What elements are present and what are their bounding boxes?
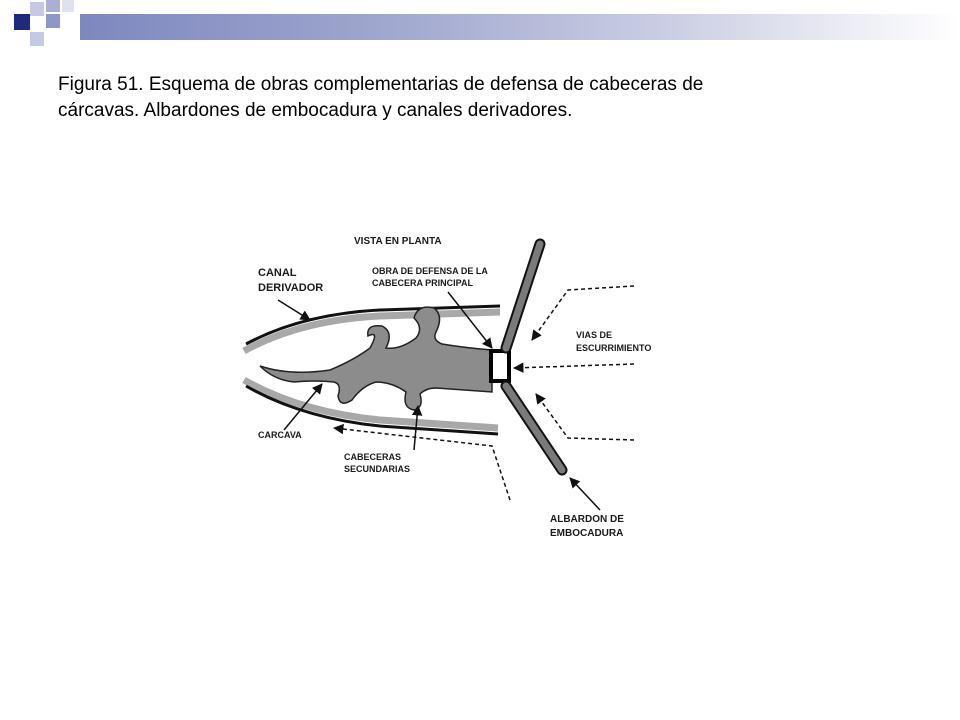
caption-line-2: cárcavas. Albardones de embocadura y canales derivadores. <box>58 100 573 121</box>
label-cabeceras-1: CABECERAS <box>344 452 402 462</box>
decor-square-mid <box>46 14 60 28</box>
label-obra-2: CABECERA PRINCIPAL <box>372 278 474 288</box>
label-vias-2: ESCURRIMIENTO <box>576 343 652 353</box>
header-gradient-bar <box>80 14 960 40</box>
leader-obra <box>448 292 492 348</box>
label-albardon-1: ALBARDON DE <box>550 514 624 525</box>
gully-defense-diagram <box>230 220 670 550</box>
leader-albardon <box>570 478 600 510</box>
label-cabeceras-2: SECUNDARIAS <box>344 464 411 474</box>
label-vista-en-planta: VISTA EN PLANTA <box>354 236 442 247</box>
decor-square-light-2 <box>30 32 44 46</box>
label-albardon-2: EMBOCADURA <box>550 528 624 539</box>
head-defense-structure <box>491 351 509 381</box>
embankment-lower-fill <box>506 386 562 470</box>
figure-caption <box>58 72 818 124</box>
label-canal-1: CANAL <box>258 267 297 279</box>
decor-square-light-3 <box>62 0 74 12</box>
embankment-upper-fill <box>506 244 540 348</box>
label-obra-1: OBRA DE DEFENSA DE LA <box>372 266 488 276</box>
caption-line-1: Figura 51. Esquema de obras complementarias de defensa de cabeceras de <box>58 74 704 95</box>
decor-square-mid-2 <box>46 0 60 12</box>
label-canal-2: DERIVADOR <box>258 282 324 294</box>
decor-square-light <box>30 2 44 16</box>
runoff-path-middle <box>514 364 634 368</box>
label-vias-1: VIAS DE <box>576 330 613 340</box>
decor-square-dark <box>14 14 30 30</box>
label-carcava: CARCAVA <box>258 430 302 440</box>
leader-canal <box>278 300 310 320</box>
runoff-path-bottom <box>536 394 634 440</box>
